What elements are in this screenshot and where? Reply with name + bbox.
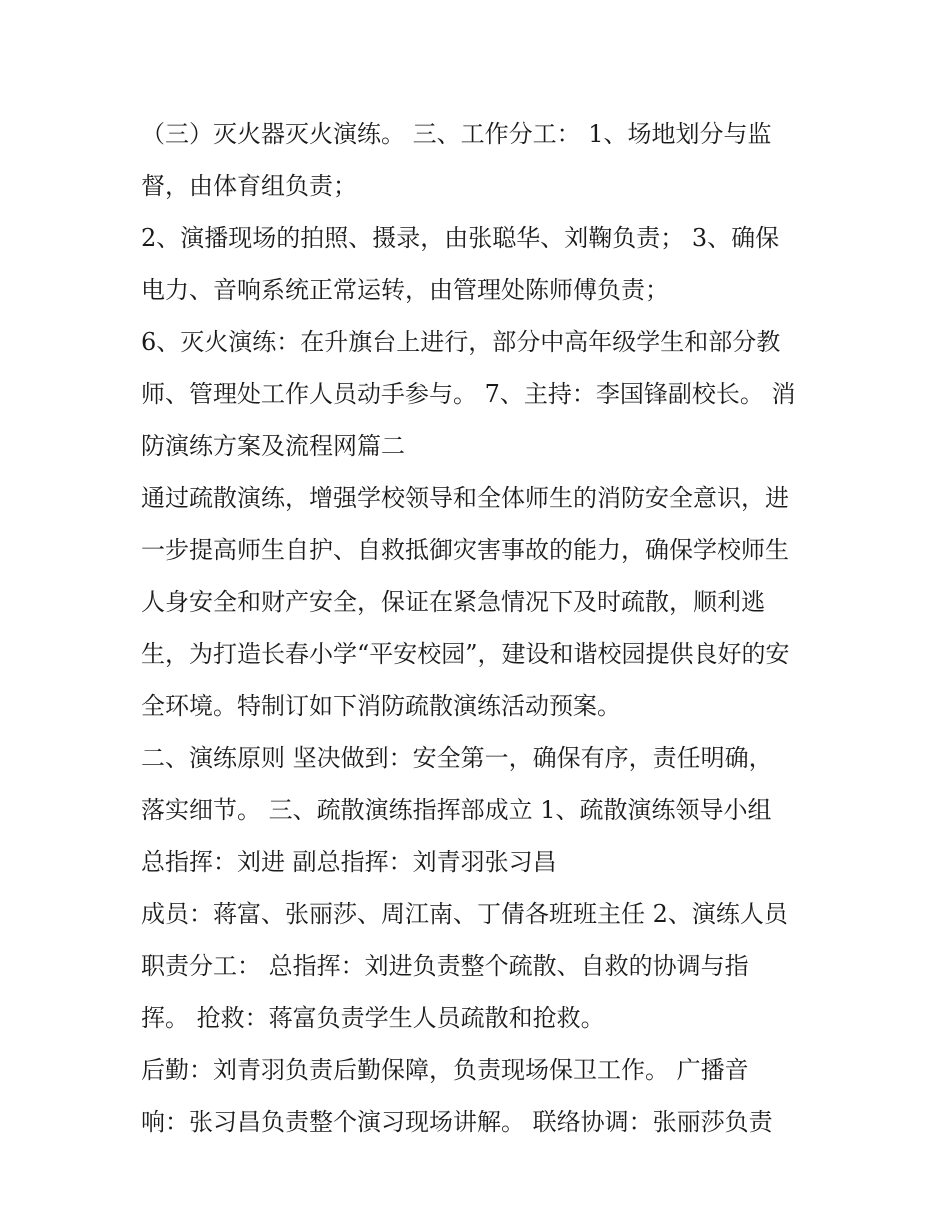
text-line: 通过疏散演练，增强学校领导和全体师生的消防安全意识，进 <box>141 484 789 512</box>
text-line: 二、演练原则 坚决做到：安全第一，确保有序，责任明确， <box>141 744 773 772</box>
text-line: 2、演播现场的拍照、摄录，由张聪华、刘鞠负责； 3、确保 <box>141 224 780 252</box>
document-body <box>141 108 821 1148</box>
text-line: 响：张习昌负责整个演习现场讲解。 联络协调：张丽莎负责 <box>141 1108 773 1136</box>
text-line: 人身安全和财产安全，保证在紧急情况下及时疏散，顺利逃 <box>141 588 765 616</box>
text-line: 后勤：刘青羽负责后勤保障，负责现场保卫工作。 广播音 <box>141 1056 749 1084</box>
text-line: 总指挥：刘进 副总指挥：刘青羽张习昌 <box>141 848 557 876</box>
text-line: 师、管理处工作人员动手参与。 7、主持：李国锋副校长。 消 <box>141 380 796 408</box>
text-line: 落实细节。 三、疏散演练指挥部成立 1、疏散演练领导小组 <box>141 796 772 824</box>
text-line: （三）灭火器灭火演练。 三、工作分工： 1、场地划分与监 <box>141 120 772 148</box>
text-line: 6、灭火演练：在升旗台上进行，部分中高年级学生和部分教 <box>141 328 781 356</box>
text-line: 挥。 抢救：蒋富负责学生人员疏散和抢救。 <box>141 1004 605 1032</box>
text-line: 督，由体育组负责； <box>141 172 357 200</box>
text-line: 防演练方案及流程网篇二 <box>141 432 405 460</box>
text-line: 全环境。特制订如下消防疏散演练活动预案。 <box>141 692 621 720</box>
text-line: 生，为打造长春小学“平安校园”，建设和谐校园提供良好的安 <box>141 640 790 668</box>
text-line: 电力、音响系统正常运转，由管理处陈师傅负责； <box>141 276 669 304</box>
text-line: 一步提高师生自护、自救抵御灾害事故的能力，确保学校师生 <box>141 536 789 564</box>
text-line: 成员：蒋富、张丽莎、周江南、丁倩各班班主任 2、演练人员 <box>141 900 788 928</box>
text-line: 职责分工： 总指挥：刘进负责整个疏散、自救的协调与指 <box>141 952 749 980</box>
